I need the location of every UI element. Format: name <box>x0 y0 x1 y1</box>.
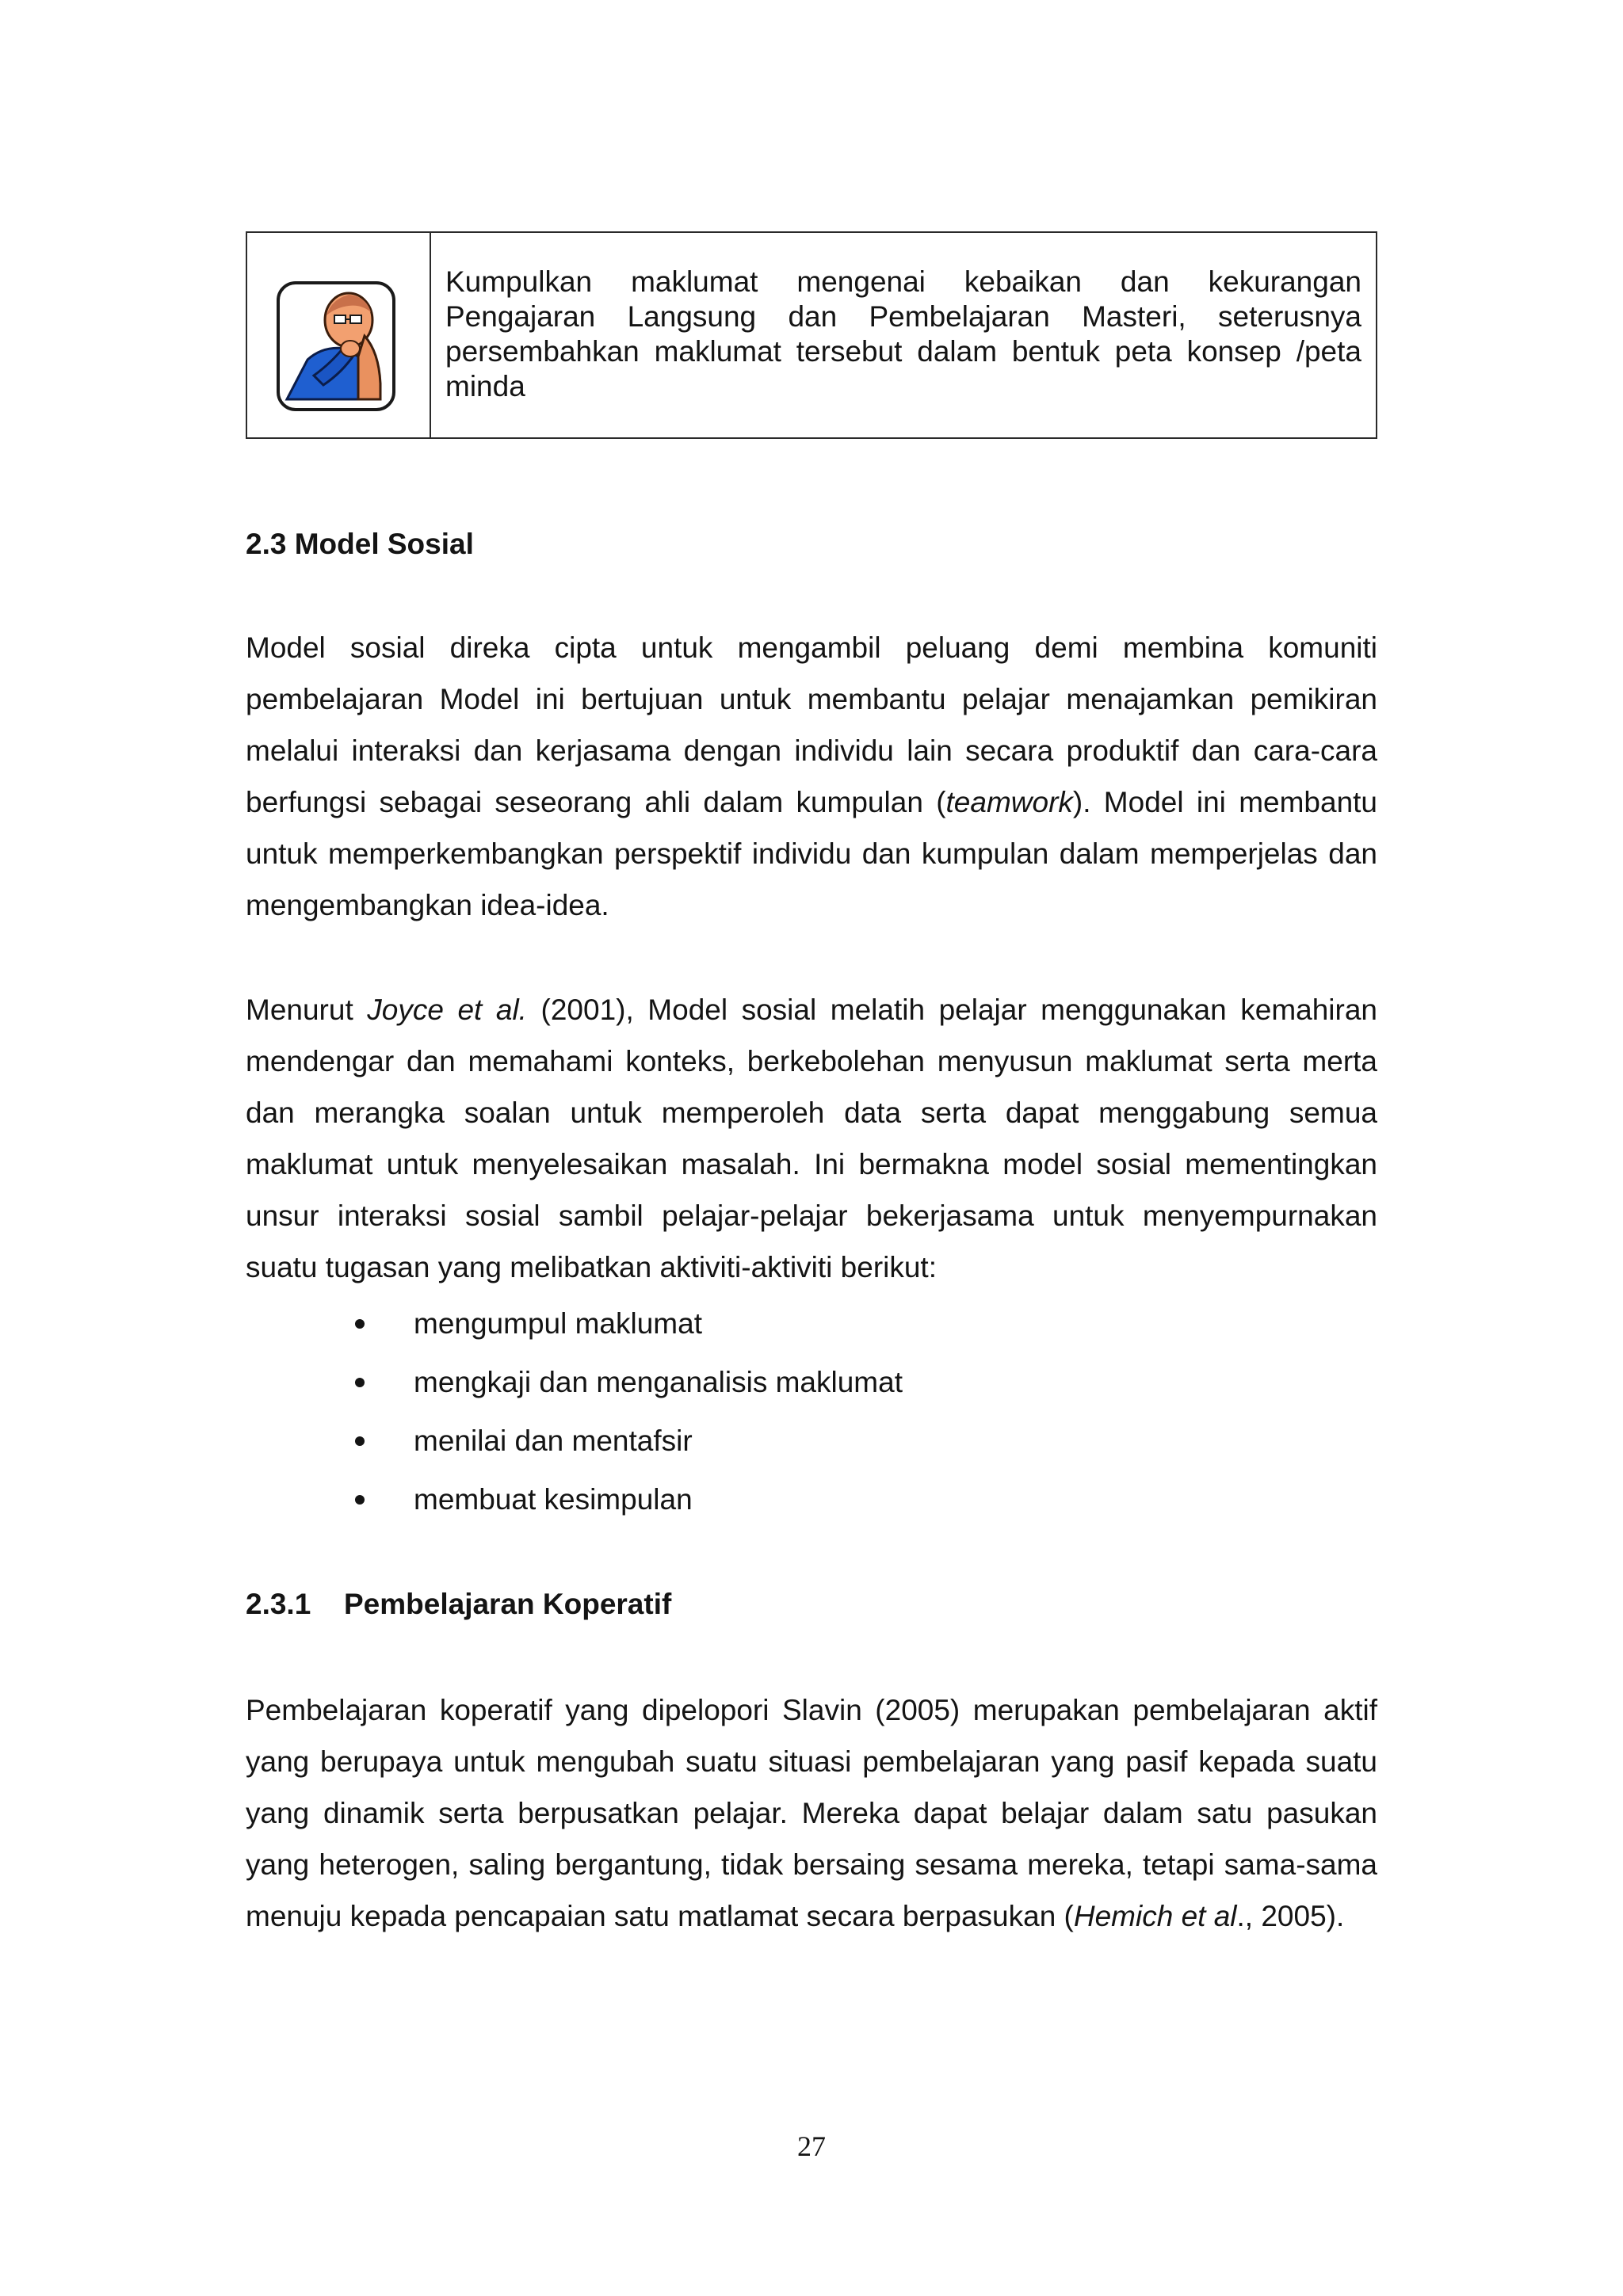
para1-italic: teamwork <box>945 786 1073 818</box>
para1-text-a: Model sosial direka cipta untuk mengambil peluang demi membina komuniti pembelajaran Model ini bertujuan untuk membantu pelajar menajamkan pemikiran melalui interaksi dan kerjasama dengan individu lain secara produktif dan cara-cara berfungsi sebagai seseorang ahli dalam kumpulan ( <box>246 631 1377 818</box>
bullet-icon <box>355 1319 365 1329</box>
section-paragraph-2 <box>246 984 1377 1293</box>
page-number: 27 <box>797 2130 826 2162</box>
para3-text-b: ., 2005). <box>1236 1900 1345 1932</box>
subsection-title: Pembelajaran Koperatif <box>344 1588 672 1620</box>
para3-text-a: Pembelajaran koperatif yang dipelopori Slavin (2005) merupakan pembelajaran aktif yang berupaya untuk mengubah suatu situasi pembelajaran yang pasif kepada suatu yang dinamik serta berpusatkan pelajar. Mereka dapat belajar dalam satu pasukan yang heterogen, saling bergantung, tidak bersaing sesama mereka, tetapi sama-sama menuju kepada pencapaian satu matlamat secara berpasukan ( <box>246 1694 1377 1932</box>
section-heading: 2.3 Model Sosial <box>246 528 474 560</box>
bullet-icon <box>355 1495 365 1505</box>
activity-list <box>349 1295 903 1529</box>
activity-icon-cell <box>247 233 431 437</box>
thinking-person-icon <box>276 280 396 412</box>
list-item: mengumpul maklumat <box>349 1295 903 1353</box>
para2-italic: Joyce et al. <box>367 994 527 1026</box>
para3-italic: Hemich et al <box>1073 1900 1237 1932</box>
activity-instruction: Kumpulkan maklumat mengenai kebaikan dan kekurangan Pengajaran Langsung dan Pembelajaran Masteri, seterusnya persembahkan maklumat tersebut dalam bentuk peta konsep /peta minda <box>445 265 1361 402</box>
para1-text-b: ). Model ini membantu untuk memperkembangkan perspektif individu dan kumpulan dalam memperjelas dan mengembangkan idea-idea. <box>246 786 1378 921</box>
bullet-icon <box>355 1436 365 1446</box>
section-paragraph-1 <box>246 622 1377 931</box>
subsection-paragraph <box>246 1684 1377 1942</box>
bullet-icon <box>355 1378 365 1387</box>
para2-text-b: (2001), Model sosial melatih pelajar menggunakan kemahiran mendengar dan memahami konteks, berkebolehan menyusun maklumat serta merta dan merangka soalan untuk memperoleh data serta dapat menggabung semua maklumat untuk menyelesaikan masalah. Ini bermakna model sosial mementingkan unsur interaksi sosial sambil pelajar-pelajar bekerjasama untuk menyempurnakan suatu tugasan yang melibatkan aktiviti-aktiviti berikut: <box>246 994 1377 1283</box>
list-item: membuat kesimpulan <box>349 1470 903 1529</box>
subsection-number: 2.3.1 <box>246 1588 311 1620</box>
para2-text-a: Menurut <box>246 994 368 1026</box>
list-item: mengkaji dan menganalisis maklumat <box>349 1353 903 1412</box>
list-item: menilai dan mentafsir <box>349 1412 903 1470</box>
